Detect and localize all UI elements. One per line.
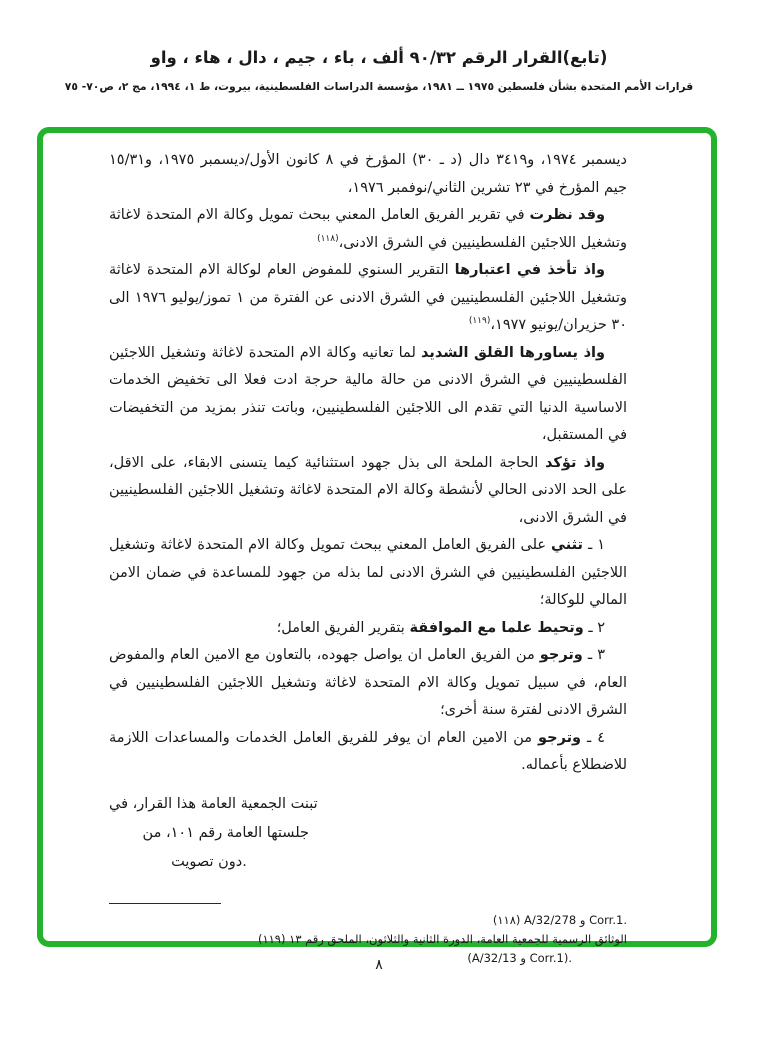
paragraph-number: ١ ـ (582, 537, 605, 553)
footnote-divider (109, 903, 221, 904)
paragraph-number: ٢ ـ (583, 619, 605, 636)
body-paragraph: واذ يساورها القلق الشديد لما تعانيه وكالة الام المتحدة لاغاثة وتشغيل اللاجئين الفلسطينيين في الشرق الادنى من حالة مالية حرجة ادت فعلا الى تخفيض الخدمات الاساسية الدنيا التي تقدم الى اللاجئين الفلسطينيين، وباتت تنذر بمزيد من التخفيضات في المستقبل، (109, 344, 627, 443)
paragraph-lead: وقد نظرت (529, 207, 606, 223)
green-border-frame (37, 127, 717, 965)
body-paragraph: ٣ ـ وترجو من الفريق العامل ان يواصل جهوده، بالتعاون مع الامين العام والمفوض العام، في سبيل تمويل وكالة الام المتحدة لاغاثة وتشغيل اللاجئين الفلسطينيين في الشرق الادنى لفترة سنة أخرى؛ (109, 647, 627, 718)
paragraph-lead: واذ تأخذ في اعتبارها (454, 262, 605, 278)
adoption-line: دون تصويت. (171, 853, 247, 870)
body-paragraph: وقد نظرت في تقرير الفريق العامل المعني ببحث تمويل وكالة الام المتحدة لاغاثة وتشغيل اللاجئين الفلسطينيين في الشرق الادنى،$^{(١١٨)}$ (109, 207, 627, 251)
adoption-statement (109, 790, 318, 877)
body-paragraph: واذ تأخذ في اعتبارها التقرير السنوي للمفوض العام لوكالة الام المتحدة لاغاثة وتشغيل اللاجئين الفلسطينيين في الشرق الادنى عن الفترة من ١ تموز/يوليو ١٩٧٦ الى ٣٠ حزيران/يونيو ١٩٧٧،$^{(١١٩)}$ (109, 262, 627, 333)
source-citation: قرارات الأمم المتحدة بشأن فلسطين ١٩٧٥ ــ ١٩٨١، مؤسسة الدراسات الفلسطينية، بيروت، ط ١، ١٩٩٤، مج ٢، ص٧٠- ٧٥ (64, 80, 694, 93)
resolution-title: (تابع)القرار الرقم ٩٠/٣٢ ألف ، باء ، جيم ، دال ، هاء ، واو (150, 48, 608, 67)
paragraph-lead: واذ يساورها القلق الشديد (421, 344, 606, 361)
footnote-line: (١١٨) A/32/278 و Corr.1. (492, 912, 627, 927)
footnote-line: (١١٩) الوثائق الرسمية للجمعية العامة، الدورة الثانية والثلاثون، الملحق رقم ١٣ (257, 931, 627, 946)
page-header (0, 48, 758, 93)
body-paragraph: ٤ ـ وترجو من الامين العام ان يوفر للفريق العامل الخدمات والمساعدات اللازمة للاضطلاع بأعماله. (109, 729, 627, 773)
paragraph-lead: وترجو (539, 647, 583, 663)
body-paragraph: واذ تؤكد الحاجة الملحة الى بذل جهود استثنائية كيما يتسنى الابقاء، على الاقل، على الحد الادنى الحالي لأنشطة وكالة الام المتحدة لاغاثة وتشغيل اللاجئين الفلسطينيين في الشرق الادنى، (109, 454, 627, 526)
paragraph-lead: وتحيط علما مع الموافقة (409, 619, 584, 636)
footnote-reference: (١١٨) (317, 233, 339, 244)
resolution-body (109, 147, 627, 780)
body-paragraph: ٢ ـ وتحيط علما مع الموافقة بتقرير الفريق العامل؛ (276, 619, 605, 636)
body-paragraph: ديسمبر ١٩٧٤، و٣٤١٩ دال (د ـ ٣٠) المؤرخ في ٨ كانون الأول/ديسمبر ١٩٧٥، و١٥/٣١ جيم المؤرخ في ٢٣ تشرين الثاني/نوفمبر ١٩٧٦، (109, 152, 628, 196)
footnote-reference: (١١٩) (468, 316, 491, 327)
adoption-line: تبنت الجمعية العامة هذا القرار، في (109, 795, 318, 812)
paragraph-lead: تثني (551, 537, 583, 553)
paragraph-number: ٣ ـ (582, 647, 606, 663)
paragraph-number: ٤ ـ (581, 729, 605, 746)
body-paragraph: ١ ـ تثني على الفريق العامل المعني ببحث تمويل وكالة الام المتحدة لاغاثة وتشغيل اللاجئين الفلسطينيين في الشرق الادنى لما بذله من جهود للمساعدة في ضمان الامن المالي للوكالة؛ (109, 537, 627, 608)
footnote-line: (A/32/13 و Corr.1). (467, 950, 572, 965)
paragraph-lead: وترجو (538, 729, 582, 746)
adoption-line: جلستها العامة رقم ١٠١، من (142, 824, 309, 841)
paragraph-lead: واذ تؤكد (545, 454, 605, 471)
page-number: ٨ (375, 957, 383, 973)
